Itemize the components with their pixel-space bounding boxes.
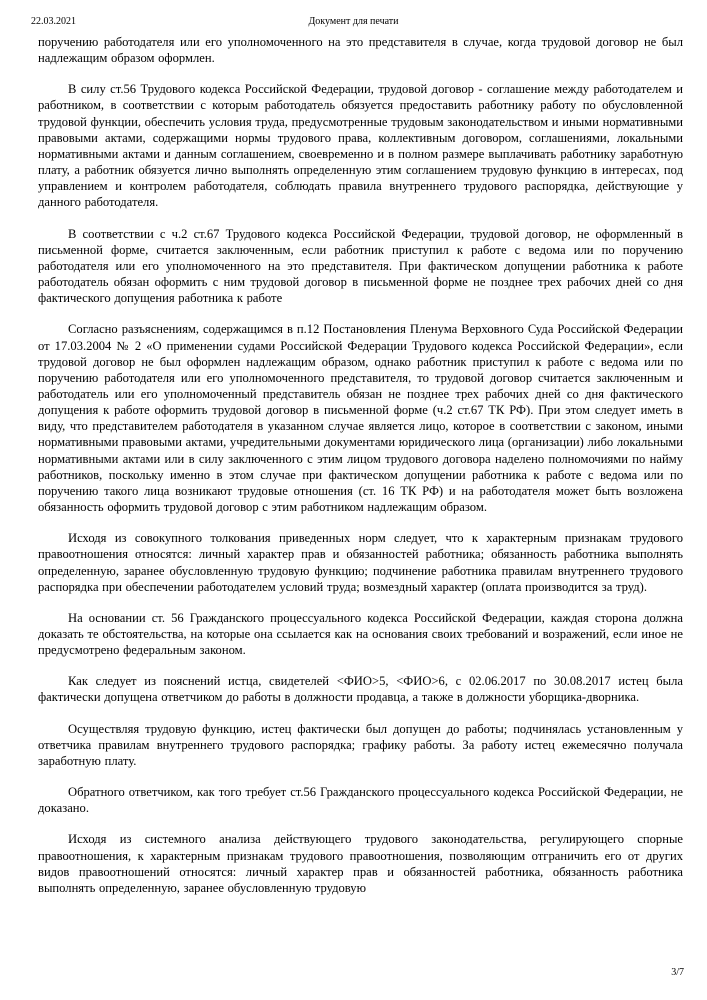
document-paragraph: В силу ст.56 Трудового кодекса Российской Федерации, трудовой договор - соглашение между работодателем и работником, в соответствии с которым работодатель обязуется предоставить работнику работу по обусловленной трудовой функции, обеспечить условия труда, предусмотренные трудовым законодательством и иными нормативными правовыми актами, содержащими нормы трудового права, коллективным договором, соглашениями, локальными нормативными актами и данным соглашением, своевременно и в полном размере выплачивать работнику заработную плату, а работник обязуется лично выполнять определенную этим соглашением трудовую функцию в интересах, под управлением и контролем работодателя, соблюдать правила внутреннего трудового распорядка, действующие у данного работодателя. xyxy=(38,82,683,210)
print-header xyxy=(0,16,707,30)
document-paragraph: Как следует из пояснений истца, свидетелей <ФИО>5, <ФИО>6, с 02.06.2017 по 30.08.2017 истец была фактически допущена ответчиком до работы в должности продавца, а также в должности уборщика-дворника. xyxy=(38,674,683,705)
document-paragraph: Исходя из системного анализа действующего трудового законодательства, регулирующего спорные правоотношения, к характерным признакам трудового правоотношения, позволяющим отграничить его от других видов правоотношений относятся: личный характер прав и обязанностей работника, обязанность работника выполнять определенную, заранее обусловленную трудовую xyxy=(38,832,683,895)
print-title: Документ для печати xyxy=(308,16,399,27)
document-paragraph: Осуществляя трудовую функцию, истец фактически был допущен до работы; подчинялась установленным у ответчика правилам внутреннего трудового распорядка; графику работы. За работу истец ежемесячно получала заработную плату. xyxy=(38,721,683,768)
document-paragraph: Согласно разъяснениям, содержащимся в п.12 Постановления Пленума Верховного Суда Российской Федерации от 17.03.2004 № 2 «О применении судами Российской Федерации Трудового кодекса Российской Федерации», если трудовой договор не был оформлен надлежащим образом, однако работник приступил к работе с ведома или по поручению работодателя или его уполномоченного представителя, то трудовой договор считается заключенным и работодатель или его уполномоченный представитель обязан не позднее трех рабочих дней со дня фактического допущения к работе оформить трудовой договор в письменной форме (ч.2 ст.67 ТК РФ). При этом следует иметь в виду, что представителем работодателя в указанном случае является лицо, которое в соответствии с законом, иными нормативными правовыми актами, учредительными документами юридического лица (организации) либо локальными нормативными актами или в силу заключенного с этим лицом трудового договора наделено полномочиями по найму работников, поскольку именно в этом случае при фактическом допущении работника к работе с ведома или по поручению такого лица возникают трудовые отношения (ст. 16 ТК РФ) и на работодателя может быть возложена обязанность оформить трудовой договор с этим работником надлежащим образом. xyxy=(38,322,683,515)
document-paragraph: В соответствии с ч.2 ст.67 Трудового кодекса Российской Федерации, трудовой договор, не оформленный в письменной форме, считается заключенным, если работник приступил к работе с ведома или по поручению работодателя или его уполномоченного на это представителя. При фактическом допущении работника к работе работодатель обязан оформить с ним трудовой договор в письменной форме не позднее трех рабочих дней со дня фактического допущения работника к работе xyxy=(38,226,683,306)
document-paragraph: Исходя из совокупного толкования приведенных норм следует, что к характерным признакам трудового правоотношения относятся: личный характер прав и обязанностей работника; обязанность работника выполнять определенную, заранее обусловленную трудовую функцию; подчинение работника правилам внутреннего трудового распорядка при обеспечении работодателем условий труда; возмездный характер (оплата производится за труд). xyxy=(38,531,683,594)
document-paragraph: Обратного ответчиком, как того требует ст.56 Гражданского процессуального кодекса Российской Федерации, не доказано. xyxy=(38,785,683,816)
document-paragraph: поручению работодателя или его уполномоченного на это представителя в случае, когда трудовой договор не был надлежащим образом оформлен. xyxy=(38,35,683,66)
document-paragraph: На основании ст. 56 Гражданского процессуального кодекса Российской Федерации, каждая сторона должна доказать те обстоятельства, на которые она ссылается как на основания своих требований и возражений, если иное не предусмотрено федеральным законом. xyxy=(38,610,683,658)
document-body xyxy=(38,34,683,911)
page-number: 3/7 xyxy=(671,967,684,978)
print-date: 22.03.2021 xyxy=(31,16,76,27)
